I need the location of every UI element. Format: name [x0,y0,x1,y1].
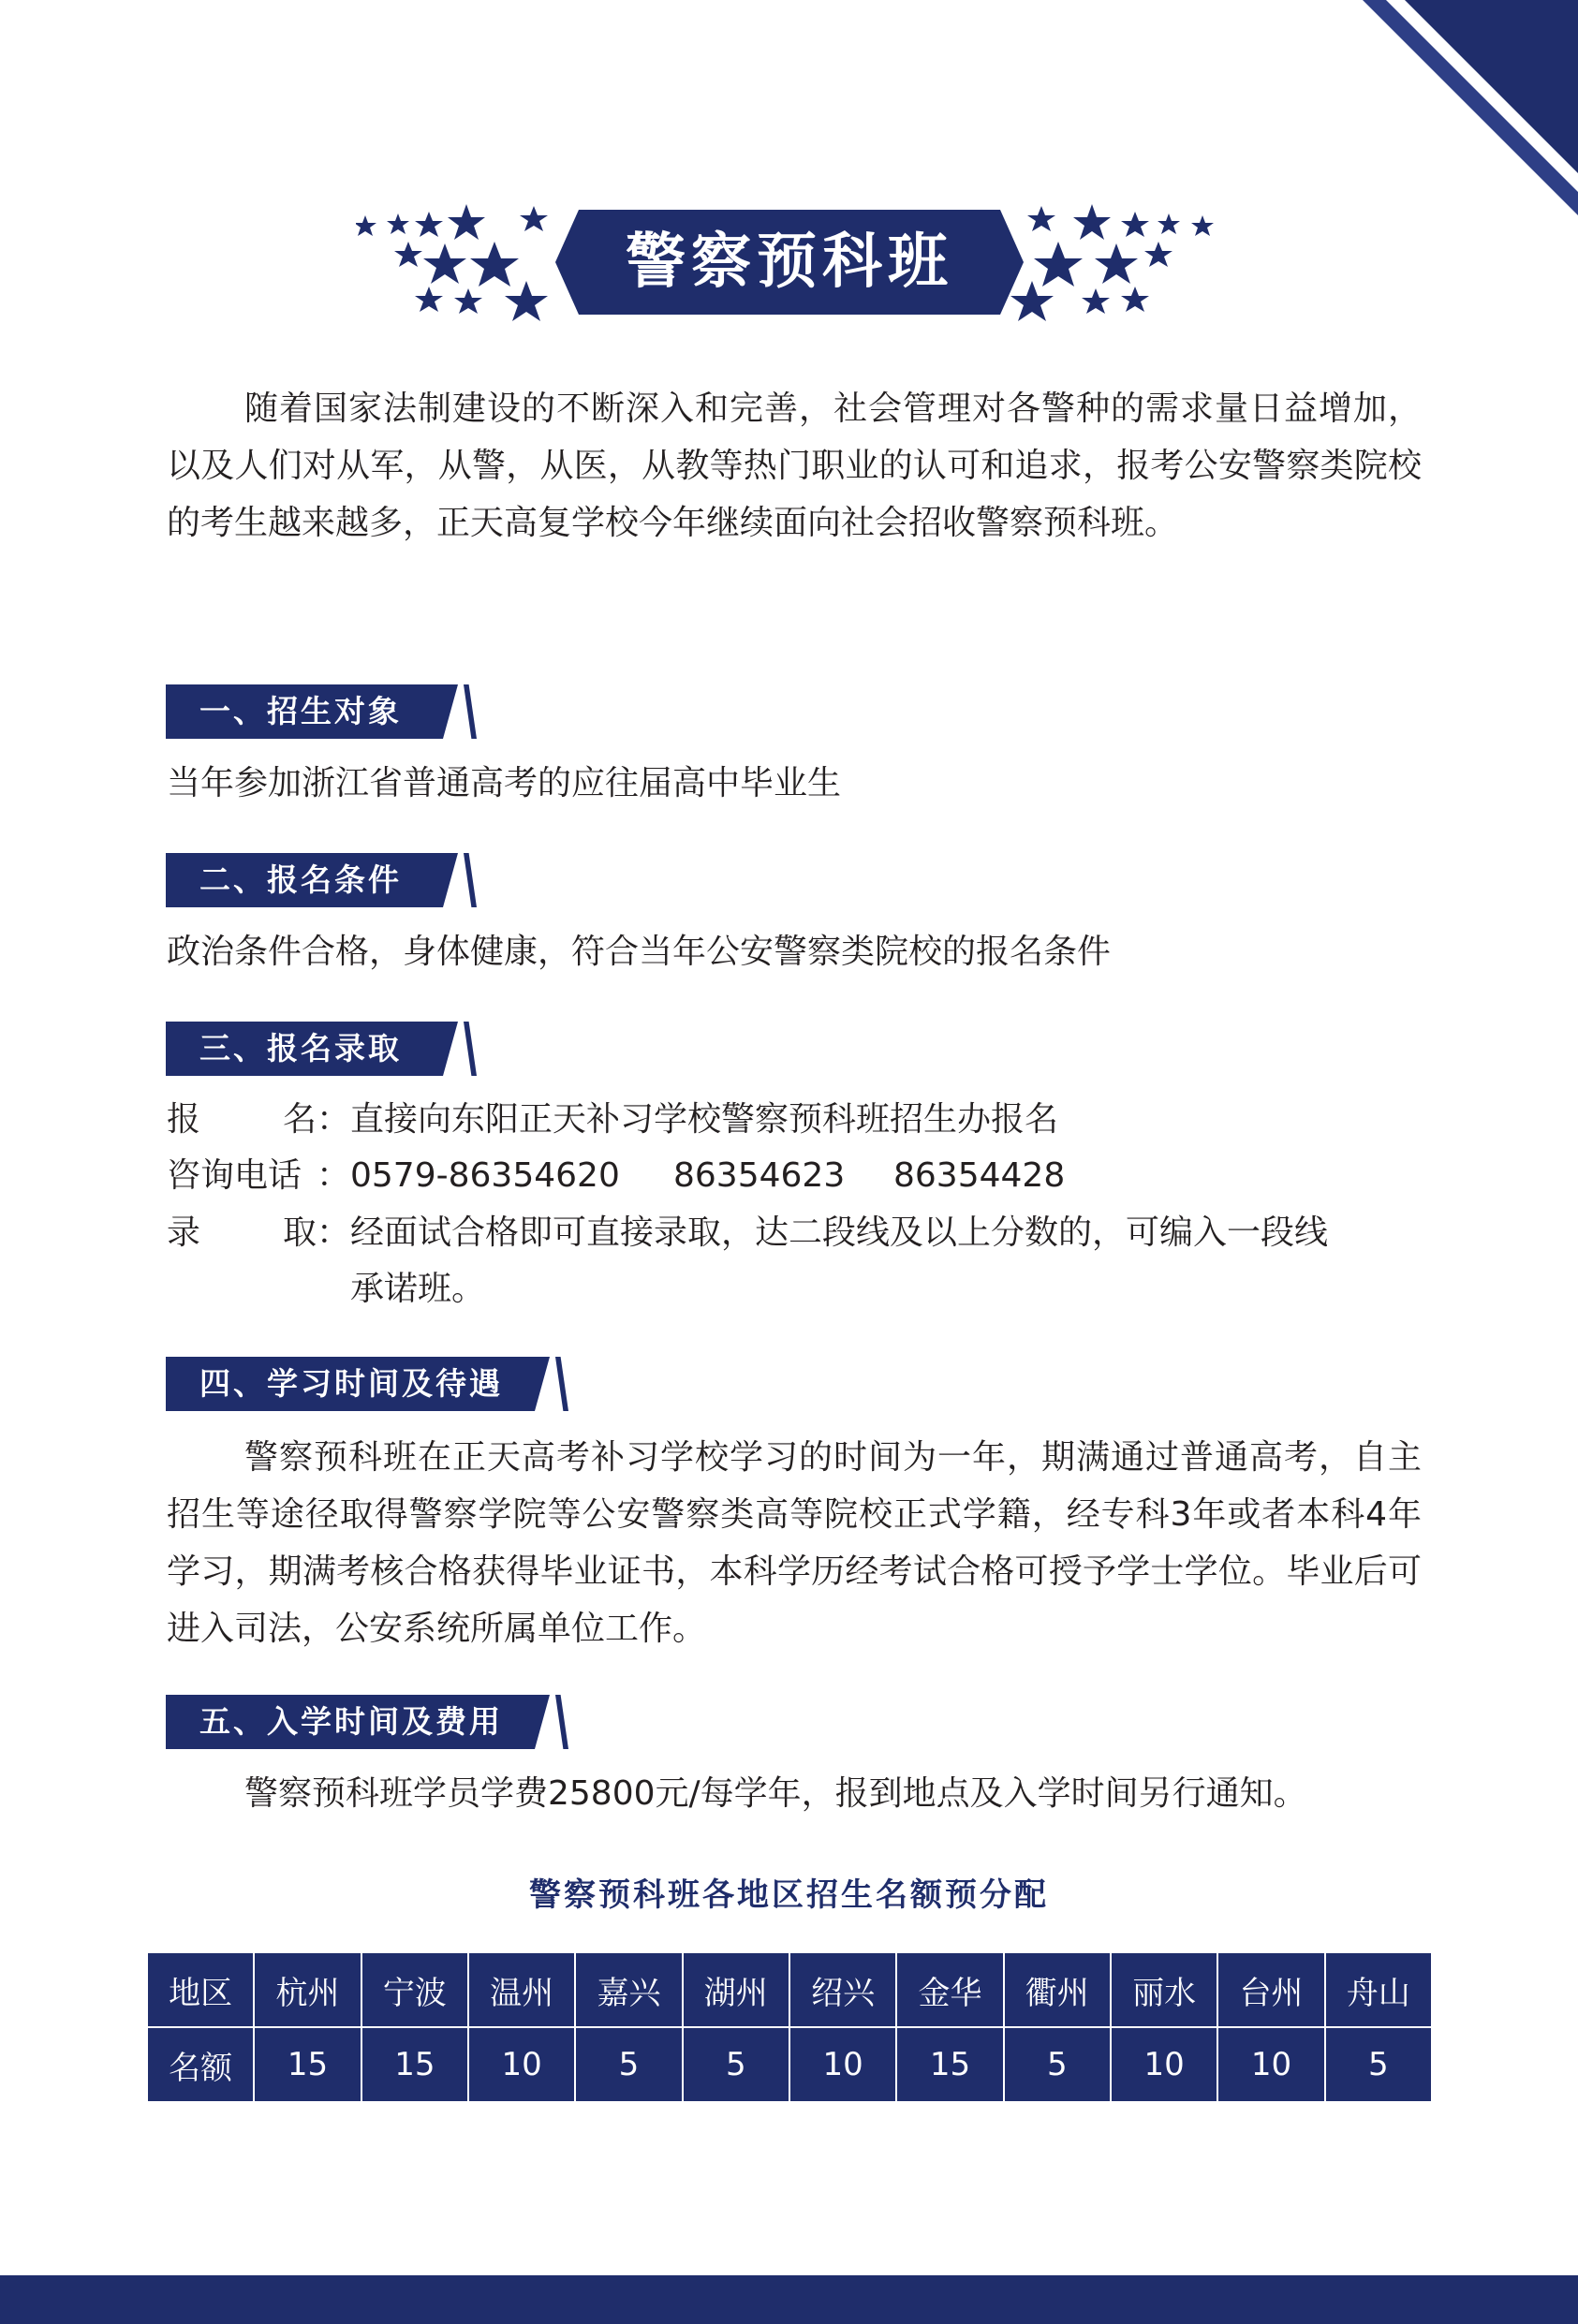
table-cell-region: 绍兴 [789,1952,896,2027]
table-cell-count: 15 [361,2027,468,2102]
table-cell-count: 10 [468,2027,575,2102]
table-cell-region: 湖州 [683,1952,789,2027]
admission-value-line-1: 经面试合格即可直接录取，达二段线及以上分数的，可编入一段线 [350,1213,1329,1252]
section-body-target: 当年参加浙江省普通高考的应往届高中毕业生 [167,764,842,802]
table-cell-region: 舟山 [1325,1952,1432,2027]
table-cell-count: 5 [1004,2027,1111,2102]
table-row-counts [147,2027,1432,2102]
table-cell-region: 衢州 [1004,1952,1111,2027]
admission-colon: ： [317,1213,351,1252]
table-cell-count: 5 [575,2027,682,2102]
section-header-title: 五、入学时间及费用 [199,1703,503,1740]
table-cell-count: 5 [683,2027,789,2102]
section-header-slash [555,1695,568,1749]
section-header-slash [464,1022,477,1076]
section-header-fees [166,1695,582,1749]
section-header-enrollment [166,1022,488,1076]
table-cell-count: 10 [1217,2027,1324,2102]
table-cell-count: 10 [1111,2027,1217,2102]
phone-colon: ： [317,1156,351,1195]
signup-label [167,1092,317,1148]
section-header-slash [555,1357,568,1411]
section-body-study: 警察预科班在正天高考补习学校学习的时间为一年，期满通过普通高考，自主招生等途径取得警察学院等公安警察类高等院校正式学籍，经专科3年或者本科4年学习，期满考核合格获得毕业证书，本科学历经考试合格可授予学士学位。毕业后可进入司法，公安系统所属单位工作。 [167,1438,1422,1648]
table-row-header: 地区 [147,1952,254,2027]
table-cell-count: 15 [896,2027,1003,2102]
table-cell-region: 嘉兴 [575,1952,682,2027]
section-body-fees: 警察预科班学员学费25800元/每学年，报到地点及入学时间另行通知。 [244,1774,1307,1813]
phone-number-3: 86354428 [893,1156,1066,1195]
table-cell-count: 5 [1325,2027,1432,2102]
section-header-study [166,1357,582,1411]
section-body-conditions: 政治条件合格，身体健康，符合当年公安警察类院校的报名条件 [167,933,1112,971]
admission-label [167,1205,317,1261]
table-cell-region: 温州 [468,1952,575,2027]
quota-table-title: 警察预科班各地区招生名额预分配 [529,1876,1049,1914]
table-cell-region: 宁波 [361,1952,468,2027]
admission-label-char-1: 录 [167,1213,201,1252]
stars-left-decoration [356,197,562,328]
table-cell-region: 丽水 [1111,1952,1217,2027]
phone-label: 咨询电话 [167,1156,302,1195]
footer-bar [0,2275,1578,2324]
section-header-slash [464,853,477,907]
section-header-title: 三、报名录取 [199,1030,402,1066]
section-header-title: 二、报名条件 [199,861,402,898]
table-cell-region: 杭州 [254,1952,361,2027]
corner-decoration [1297,0,1578,281]
signup-value: 直接向东阳正天补习学校警察预科班招生办报名 [350,1100,1059,1139]
admission-value-line-2: 承诺班。 [350,1270,486,1308]
table-row-regions [147,1952,1432,2027]
stars-right-decoration [1004,197,1229,328]
table-cell-count: 10 [789,2027,896,2102]
signup-label-char-1: 报 [167,1100,201,1139]
section-header-conditions [166,853,488,907]
section-header-slash [464,684,477,739]
page-title: 警察预科班 [626,228,953,297]
quota-table [146,1951,1433,2103]
signup-label-char-2: 名 [282,1100,317,1139]
signup-colon: ： [317,1100,351,1139]
intro-paragraph: 随着国家法制建设的不断深入和完善，社会管理对各警种的需求量日益增加，以及人们对从军，从警，从医，从教等热门职业的认可和追求，报考公安警察类院校的考生越来越多，正天高复学校今年继续面向社会招收警察预科班。 [167,390,1422,542]
table-row-header: 名额 [147,2027,254,2102]
phone-number-1: 0579-86354620 [350,1156,620,1195]
admission-label-char-2: 取 [282,1213,317,1252]
section-header-title: 四、学习时间及待遇 [199,1365,503,1402]
table-cell-region: 金华 [896,1952,1003,2027]
section-header-title: 一、招生对象 [199,693,402,729]
section-header-target [166,684,488,739]
table-cell-count: 15 [254,2027,361,2102]
table-cell-region: 台州 [1217,1952,1324,2027]
phone-number-2: 86354623 [673,1156,846,1195]
